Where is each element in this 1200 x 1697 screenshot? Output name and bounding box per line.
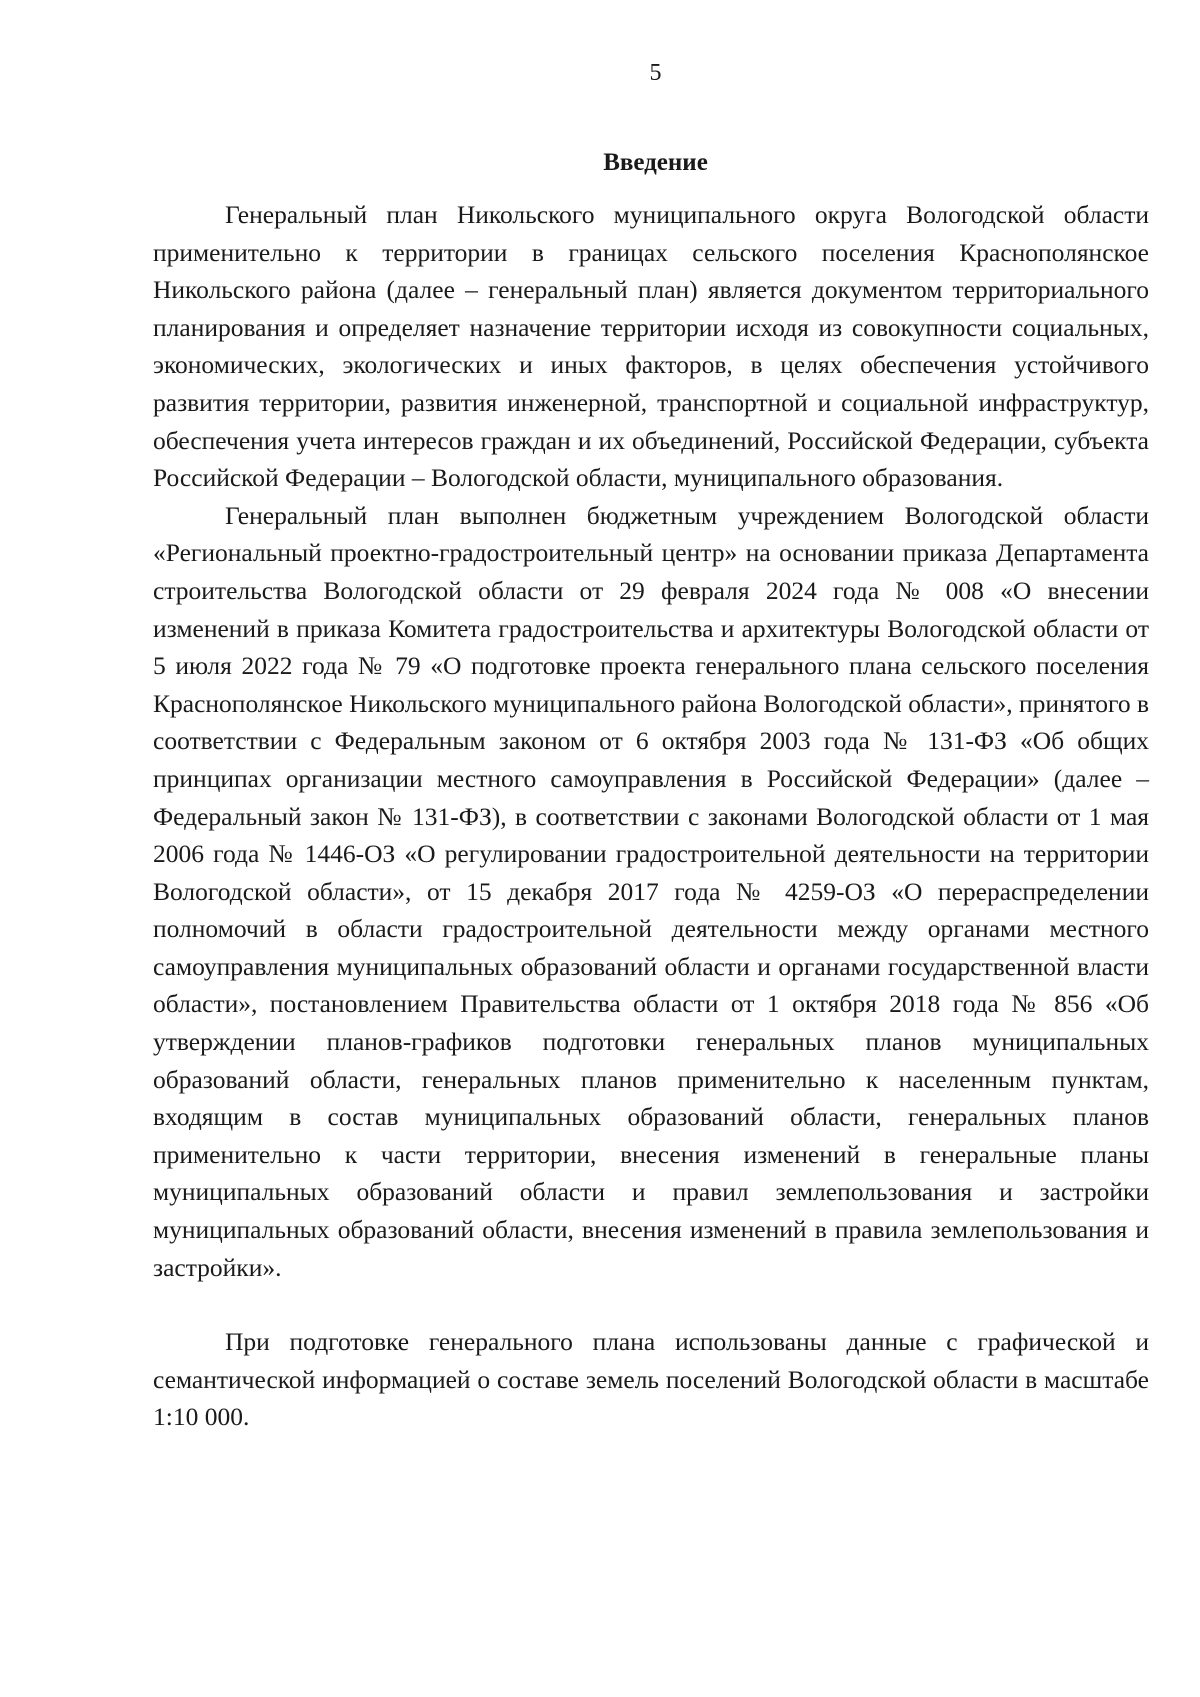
section-heading: Введение — [603, 149, 708, 176]
paragraph-intro: Генеральный план Никольского муниципального округа Вологодской области применительно к территории в границах сельского поселения Краснополянское Никольского района (далее – генеральный план) является документом территориального планирования и определяет назначение территории исходя из совокупности социальных, экономических, экологических и иных факторов, в целях обеспечения устойчивого развития территории, развития инженерной, транспортной и социальной инфраструктур, обеспечения учета интересов граждан и их объединений, Российской Федерации, субъекта Российской Федерации – Вологодской области, муниципального образования. — [153, 200, 1149, 493]
page-number: 5 — [649, 60, 662, 86]
body-text — [153, 196, 1149, 1436]
paragraph-data-sources: При подготовке генерального плана использованы данные с графической и семантической информацией о составе земель поселений Вологодской области в масштабе 1:10 000. — [153, 1327, 1149, 1432]
paragraph-basis: Генеральный план выполнен бюджетным учреждением Вологодской области «Региональный проектно-градостроительный центр» на основании приказа Департамента строительства Вологодской области от 29 февраля 2024 года № 008 «О внесении изменений в приказа Комитета градостроительства и архитектуры Вологодской области от 5 июля 2022 года № 79 «О подготовке проекта генерального плана сельского поселения Краснополянское Никольского муниципального района Вологодской области», принятого в соответствии с Федеральным законом от 6 октября 2003 года № 131-ФЗ «Об общих принципах организации местного самоуправления в Российской Федерации» (далее – Федеральный закон № 131-ФЗ), в соответствии с законами Вологодской области от 1 мая 2006 года № 1446-ОЗ «О регулировании градостроительной деятельности на территории Вологодской области», от 15 декабря 2017 года № 4259-ОЗ «О перераспределении полномочий в области градостроительной деятельности между органами местного самоуправления муниципальных образований области и органами государственной власти области», постановлением Правительства области от 1 октября 2018 года № 856 «Об утверждении планов-графиков подготовки генеральных планов муниципальных образований области, генеральных планов применительно к населенным пунктам, входящим в состав муниципальных образований области, генеральных планов применительно к части территории, внесения изменений в генеральные планы муниципальных образований области и правил землепользования и застройки муниципальных образований области, внесения изменений в правила землепользования и застройки». — [153, 500, 1149, 1282]
